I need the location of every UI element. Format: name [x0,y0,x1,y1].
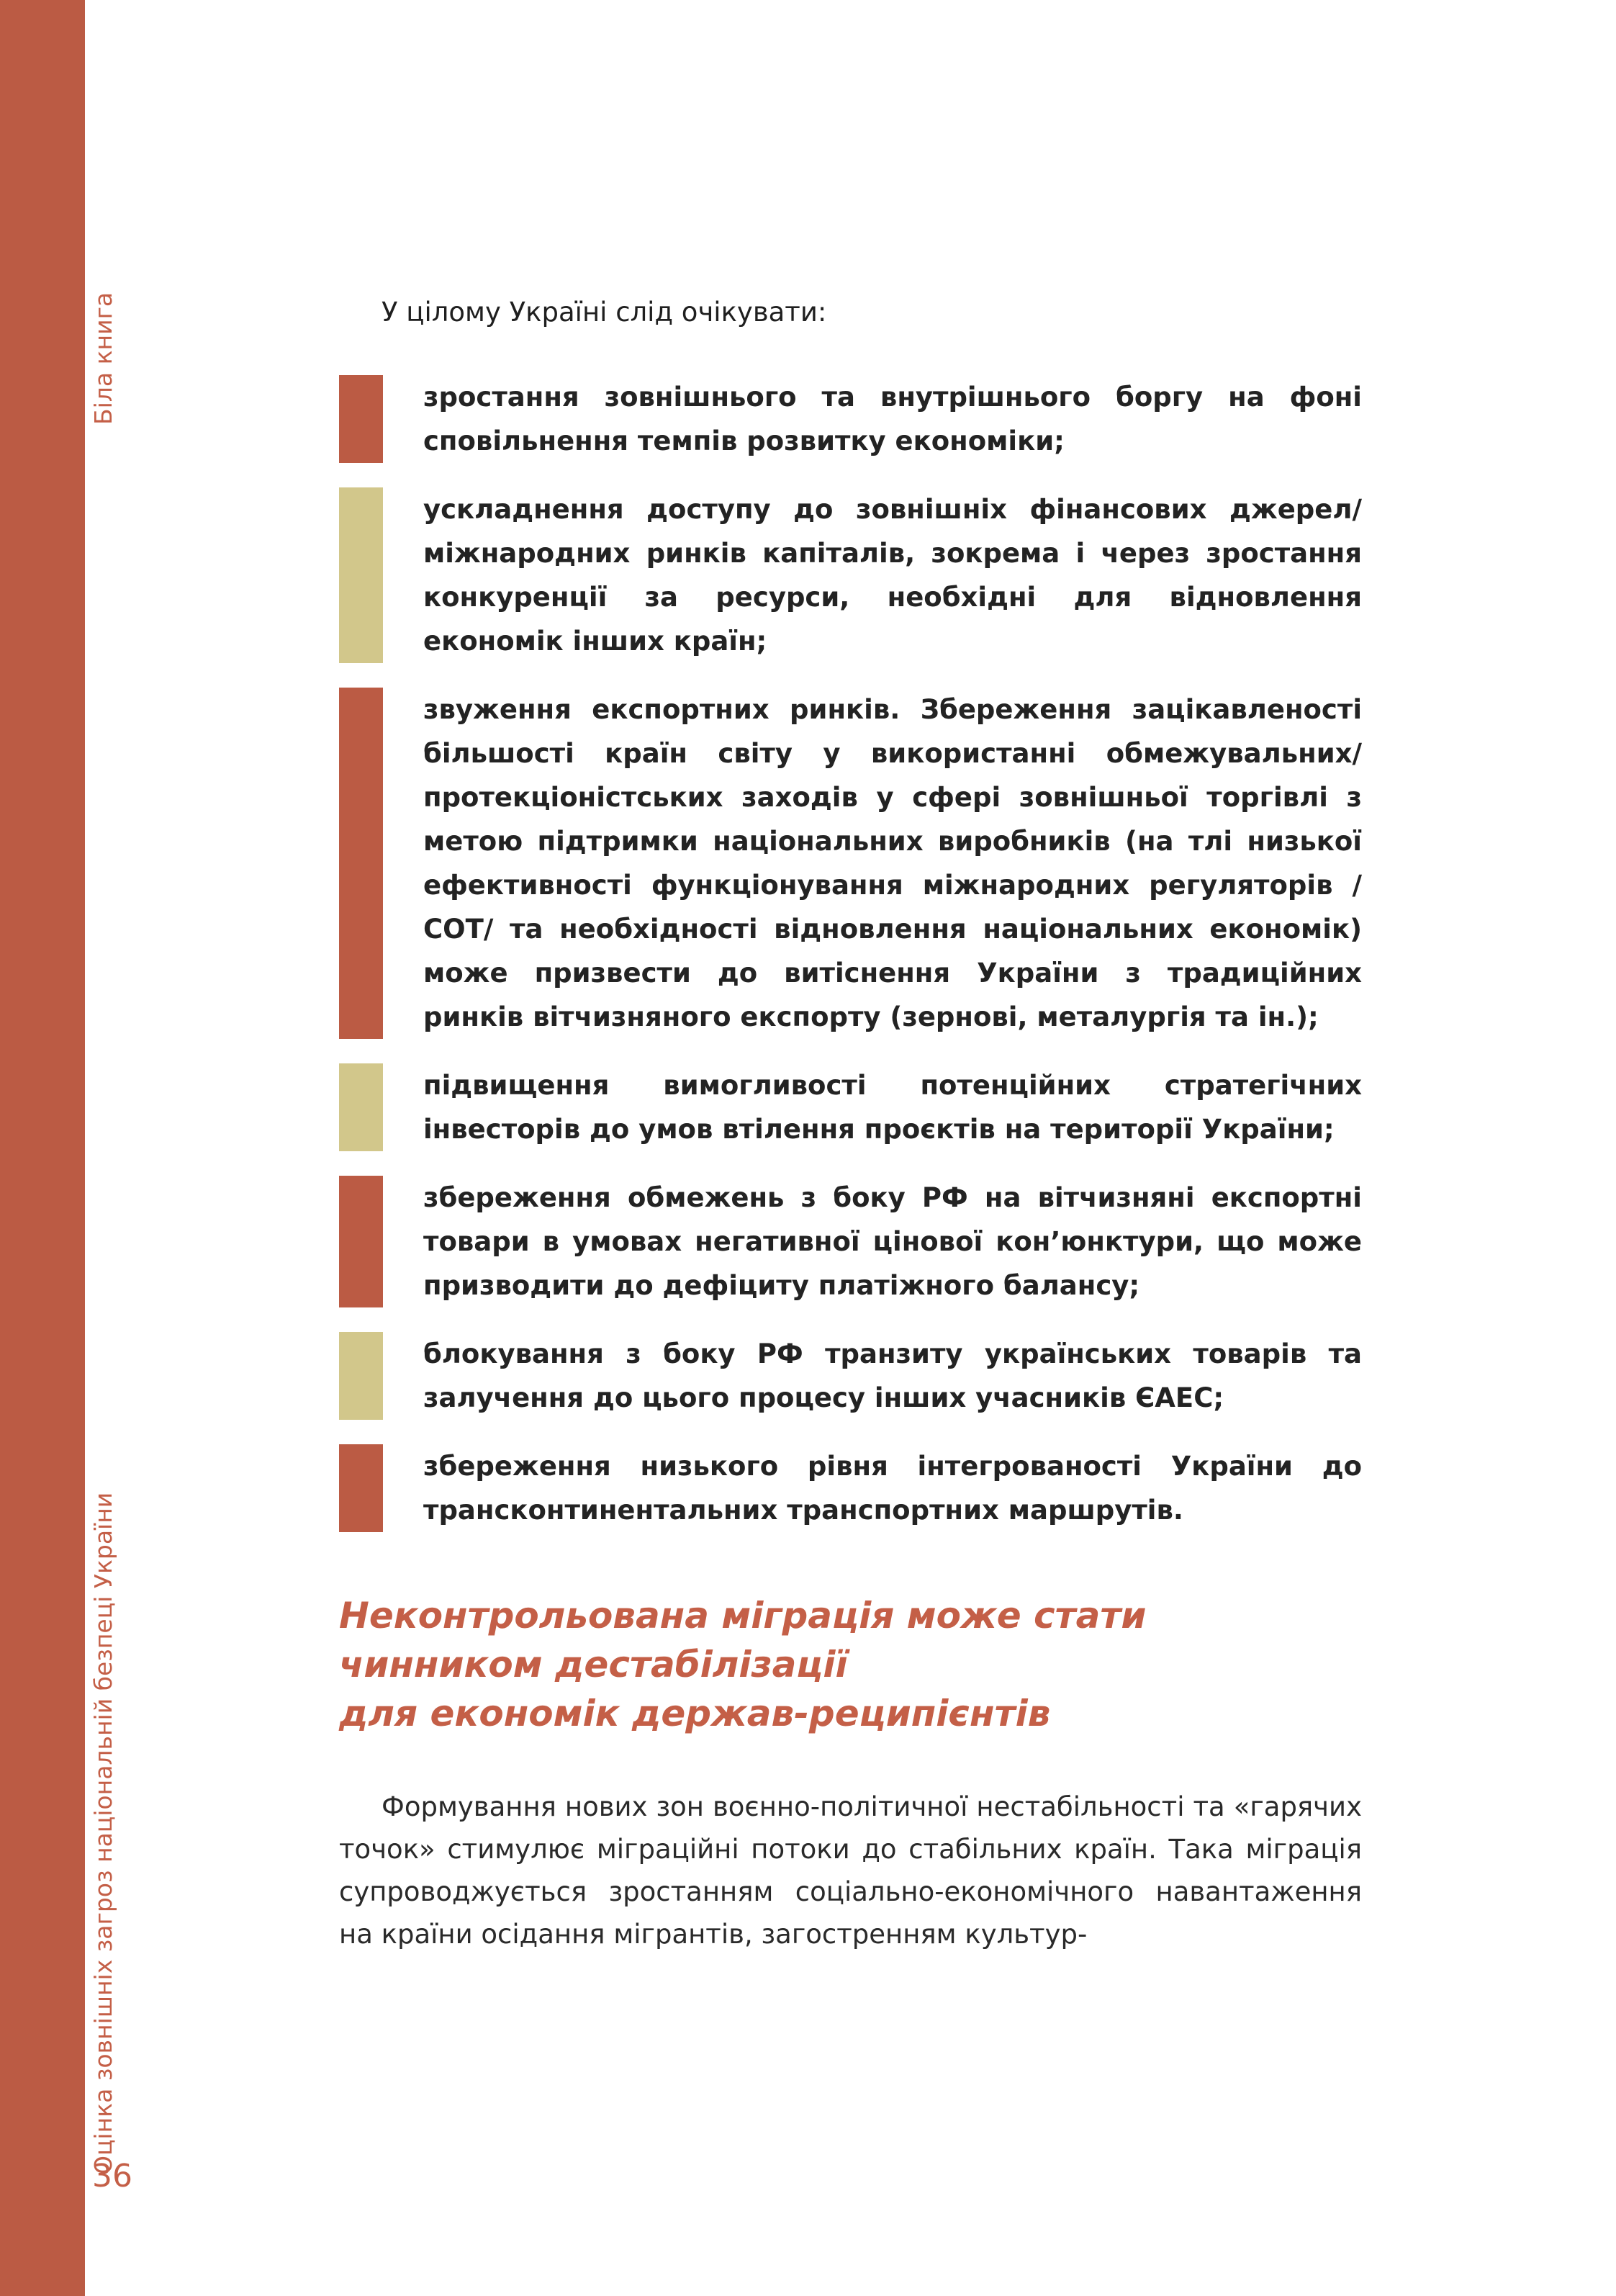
list-item [339,688,1362,1063]
document-title: Оцінка зовнішніх загроз національній безпеці України [89,1492,117,2174]
list-item [339,375,1362,487]
list-item [339,1332,1362,1444]
section-heading-line: Неконтрольована міграція може стати [339,1595,1147,1637]
page-number: 36 [92,2158,132,2194]
bullet-marker [339,487,383,663]
bullet-marker [339,1063,383,1151]
list-item [339,1176,1362,1332]
section-heading [339,1591,1362,1738]
list-item [339,1444,1362,1541]
bullet-marker [339,688,383,1039]
list-item-text: блокування з боку РФ транзиту українських товарів та залучення до цього процесу інших учасників ЄАЕС; [423,1338,1362,1413]
list-item [339,487,1362,688]
bullet-marker [339,1176,383,1307]
bullet-list [339,375,1362,1541]
list-item-text: ускладнення доступу до зовнішніх фінансових джерел/міжнародних ринків капіталів, зокрема і через зростання конкуренції за ресурси, необхідні для відновлення економік інших країн; [423,494,1362,657]
section-heading-line: чинником дестабілізації [339,1644,848,1685]
list-item-text: збереження обмежень з боку РФ на вітчизняні експортні товари в умовах негативної цінової кон’юнктури, що може призводити до дефіциту платіжного балансу; [423,1182,1362,1301]
list-item-text: підвищення вимогливості потенційних стратегічних інвесторів до умов втілення проєктів на території України; [423,1070,1362,1145]
list-item-text: збереження низького рівня інтегрованості України до трансконтинентальних транспортних маршрутів. [423,1451,1362,1526]
intro-text: У цілому Україні слід очікувати: [382,297,827,328]
section-heading-line: для економік держав-реципієнтів [339,1693,1051,1734]
list-item-text: зростання зовнішнього та внутрішнього боргу на фоні сповільнення темпів розвитку економіки; [423,382,1362,456]
body-paragraph: Формування нових зон воєнно-політичної нестабільності та «гарячих точок» стимулює міграційні потоки до стабільних країн. Така міграція супроводжується зростанням соціально-економічного навантаження на країни осідання мігрантів, загостренням культур- [339,1791,1362,1950]
side-color-band [0,0,85,2296]
list-item [339,1063,1362,1176]
bullet-marker [339,1332,383,1420]
running-title: Біла книга [89,292,117,425]
bullet-marker [339,375,383,463]
bullet-marker [339,1444,383,1532]
list-item-text: звуження експортних ринків. Збереження зацікавленості більшості країн світу у використанні обмежувальних/протекціоністських заходів у сфері зовнішньої торгівлі з метою підтримки національних виробників (на тлі низької ефективності функціонування міжнародних регуляторів /СОТ/ та необхідності відновлення національних економік) може призвести до витіснення України з традиційних ринків вітчизняного експорту (зернові, металургія та ін.); [423,694,1362,1032]
